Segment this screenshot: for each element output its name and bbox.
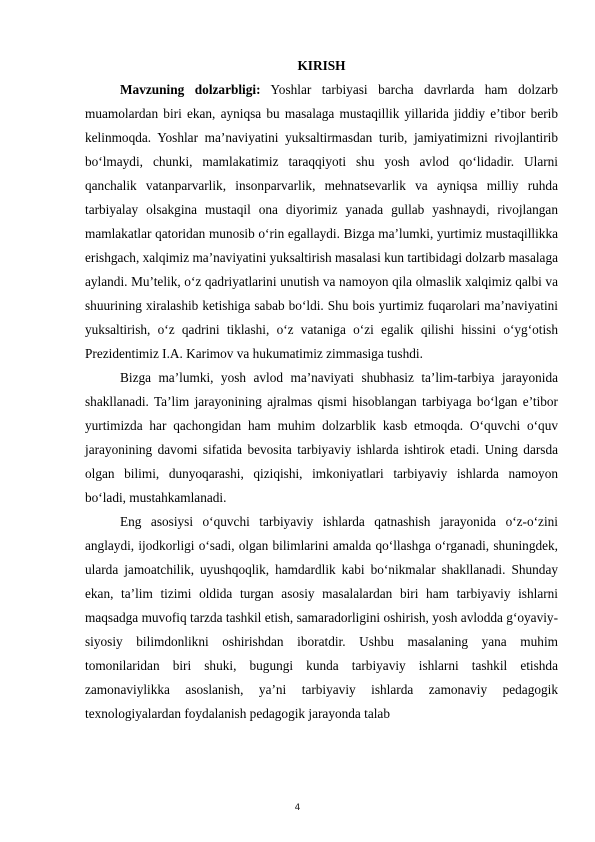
paragraph-2 [85, 366, 558, 510]
paragraph-2-text: Bizga ma’lumki, yosh avlod ma’naviyati shubhasiz ta’lim-tarbiya jarayonida shakllanadi. Ta’lim jarayonining ajralmas qismi hisoblangan tarbiyaga bo‘lgan e’tibor yurtimizda har qachongidan ham muhim dolzarblik kasb etmoqda. O‘quvchi o‘quv jarayonining davomi sifatida bevosita tarbiyaviy ishlarda ishtirok etadi. Uning darsda olgan bilimi, dunyoqarashi, qiziqishi, imkoniyatlari tarbiyaviy ishlarda namoyon bo‘ladi, mustahkamlanadi. [85, 370, 558, 505]
page-number: 4 [294, 803, 301, 813]
page-content [85, 54, 558, 726]
paragraph-1 [85, 78, 558, 366]
paragraph-1-lead: Mavzuning dolzarbligi: [120, 82, 261, 97]
section-title: KIRISH [297, 58, 346, 73]
paragraph-1-text: Yoshlar tarbiyasi barcha davrlarda ham dolzarb muamolardan biri ekan, ayniqsa bu masalaga mustaqillik yillarida jiddiy e’tibor berib kelinmoqda. Yoshlar ma’naviyatini yuksaltirmasdan turib, jamiyatimizni rivojlantirib bo‘lmaydi, chunki, mamlakatimiz taraqqiyoti shu yosh avlod qo‘lidadir. Ularni qanchalik vatanparvarlik, insonparvarlik, mehnatsevarlik va ayniqsa milliy ruhda tarbiyalay olsakgina mustaqil ona diyorimiz yanada gullab yashnaydi, rivojlangan mamlakatlar qatoridan munosib o‘rin egallaydi. Bizga ma’lumki, yurtimiz mustaqillikka erishgach, xalqimiz ma’naviyatini yuksaltirish masalasi kun tartibidagi dolzarb masalaga aylandi. Mu’telik, o‘z qadriyatlarini unutish va namoyon qila olmaslik xalqimiz qalbi va shuurining xiralashib ketishiga sabab bo‘ldi. Shu bois yurtimiz fuqarolari ma’naviyatini yuksaltirish, o‘z qadrini tiklashi, o‘z vataniga o‘zi egalik qilishi hissini o‘yg‘otish Prezidentimiz I.A. Karimov va hukumatimiz zimmasiga tushdi. [85, 82, 559, 361]
paragraph-3-text: Eng asosiysi o‘quvchi tarbiyaviy ishlarda qatnashish jarayonida o‘z-o‘zini anglaydi, ijodkorligi o‘sadi, olgan bilimlarini amalda qo‘llashga o‘rganadi, shuningdek, ularda jamoatchilik, uyushqoqlik, hamdardlik kabi bo‘nikmalar shakllanadi. Shunday ekan, ta’lim tizimi oldida turgan asosiy masalalardan biri ham tarbiyaviy ishlarni maqsadga muvofiq tarzda tashkil etish, samaradorligini oshirish, yosh avlodda g‘oyaviy-siyosiy bilimdonlikni oshirishdan iboratdir. Ushbu masalaning yana muhim tomonilaridan biri shuki, bugungi kunda tarbiyaviy ishlarni tashkil etishda zamonaviylikka asoslanish, ya’ni tarbiyaviy ishlarda zamonaviy pedagogik texnologiyalardan foydalanish pedagogik jarayonda talab [85, 514, 558, 721]
paragraph-3 [85, 510, 558, 726]
